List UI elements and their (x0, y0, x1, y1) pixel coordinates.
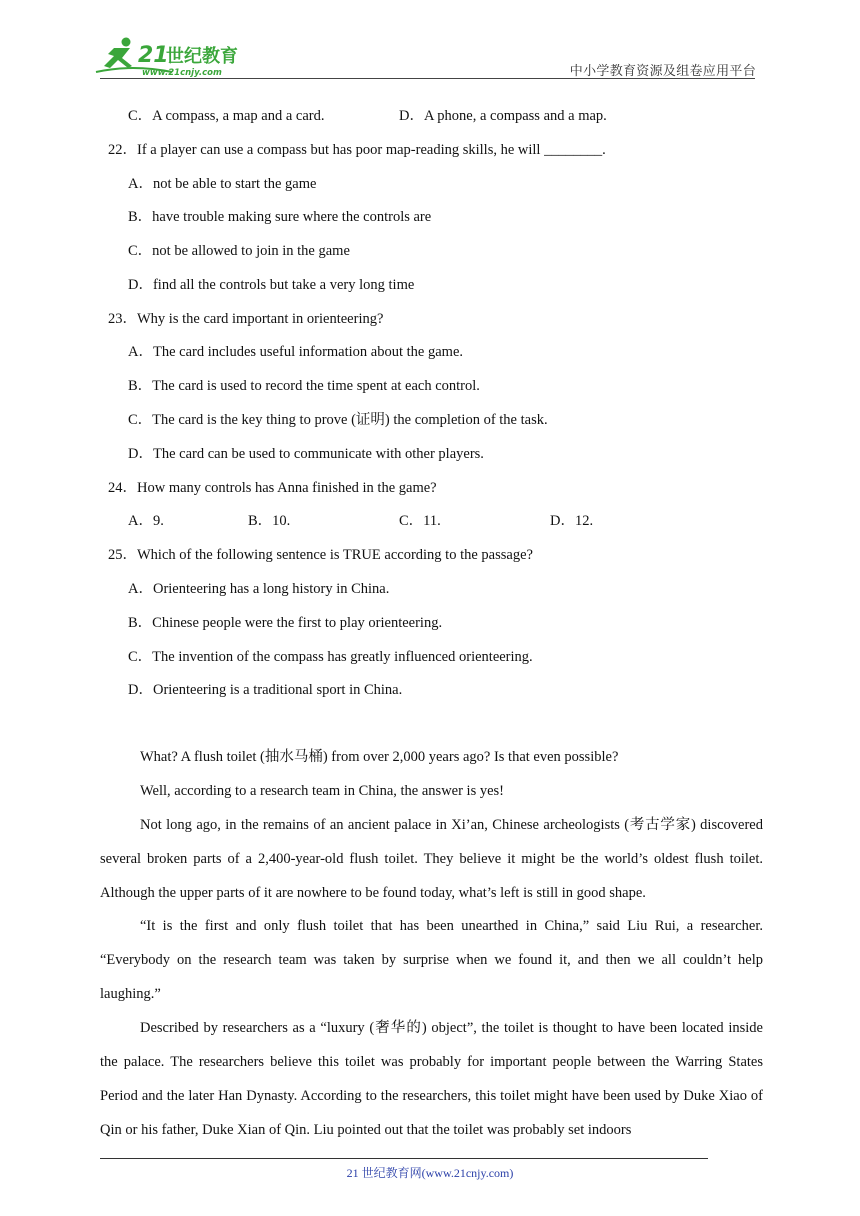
site-logo (92, 34, 262, 80)
passage-paragraph-2: Well, according to a research team in China, the answer is yes! (140, 783, 505, 799)
q23-option-c: C．The card is the key thing to prove (证明) the completion of the task. (128, 412, 548, 428)
q21-option-c: C．A compass, a map and a card. (128, 108, 325, 124)
svg-text:21: 21 (138, 43, 169, 68)
q25-stem: 25．Which of the following sentence is TRUE according to the passage? (108, 547, 533, 563)
q24-option-b: B．10. (248, 513, 291, 529)
q25-option-a: A．Orienteering has a long history in China. (128, 581, 390, 597)
passage-paragraph-5: Described by researchers as a “luxury (奢华的) object”, the toilet is thought to have been located inside the palace. The researchers believe this toilet was probably for important people between the Warring States Period and the later Han Dynasty. According to the researchers, this toilet might have been used by Duke Xiao of Qin or his father, Duke Xian of Qin. Liu pointed out that the toilet was probably set indoors (100, 1020, 763, 1138)
page-header (0, 0, 860, 80)
q25-option-b: B．Chinese people were the first to play orienteering. (128, 615, 443, 631)
q24-option-d: D．12. (550, 513, 594, 529)
svg-text:世纪教育: 世纪教育 (166, 46, 238, 67)
q24-option-a: A．9. (128, 513, 164, 529)
q24-stem: 24．How many controls has Anna finished in the game? (108, 480, 437, 496)
passage-paragraph-4: “It is the first and only flush toilet that has been unearthed in China,” said Liu Rui, a researcher. “Everybody on the research team was taken by surprise when we found it, and then we all couldn’t help laughing.” (100, 918, 763, 1002)
passage-paragraph-1: What? A flush toilet (抽水马桶) from over 2,000 years ago? Is that even possible? (140, 749, 619, 765)
q22-option-d: D．find all the controls but take a very long time (128, 277, 415, 293)
footer-divider (100, 1158, 708, 1159)
q23-option-b: B．The card is used to record the time spent at each control. (128, 378, 480, 394)
q24-option-c: C．11. (399, 513, 441, 529)
q25-option-c: C．The invention of the compass has greatly influenced orienteering. (128, 649, 533, 665)
q23-option-d: D．The card can be used to communicate with other players. (128, 446, 484, 462)
q23-stem: 23．Why is the card important in orienteering? (108, 311, 384, 327)
passage-paragraph-3: Not long ago, in the remains of an ancient palace in Xi’an, Chinese archeologists (考古学家) discovered several broken parts of a 2,400-year-old flush toilet. They believe it might be the world’s oldest flush toilet. Although the upper parts of it are nowhere to be found today, what’s left is still in good shape. (100, 817, 763, 901)
runner-logo-icon (92, 34, 262, 80)
q22-option-c: C．not be allowed to join in the game (128, 243, 350, 259)
q23-option-a: A．The card includes useful information about the game. (128, 344, 464, 360)
q22-option-b: B．have trouble making sure where the controls are (128, 209, 432, 225)
q25-option-d: D．Orienteering is a traditional sport in China. (128, 682, 403, 698)
header-divider (100, 78, 755, 79)
q22-option-a: A．not be able to start the game (128, 176, 317, 192)
q22-stem: 22．If a player can use a compass but has poor map-reading skills, he will ________. (108, 142, 606, 158)
q21-option-d: D．A phone, a compass and a map. (399, 108, 607, 124)
footer-text: 21 世纪教育网(www.21cnjy.com) (346, 1166, 514, 1180)
header-right-text: 中小学教育资源及组卷应用平台 (569, 63, 756, 78)
svg-text:www.21cnjy.com: www.21cnjy.com (142, 68, 222, 78)
